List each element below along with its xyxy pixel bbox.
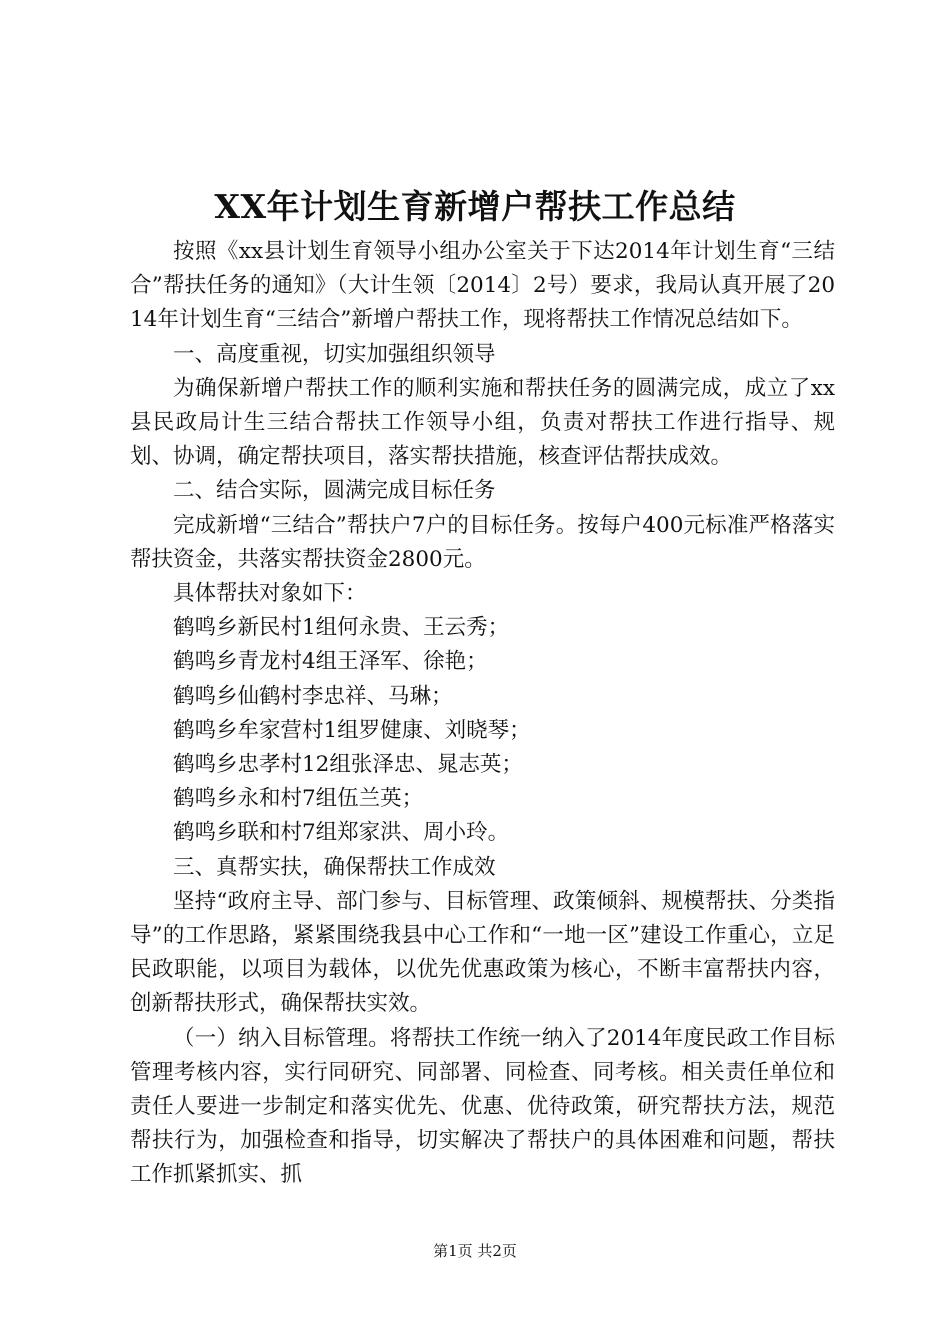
beneficiary-item: 鹤鸣乡忠孝村12组张泽忠、晁志英； bbox=[173, 752, 523, 778]
page-number-footer: 第1页 共2页 bbox=[433, 1242, 517, 1260]
beneficiary-item: 鹤鸣乡青龙村4组王泽军、徐艳； bbox=[173, 649, 488, 675]
beneficiary-item: 鹤鸣乡仙鹤村李忠祥、马琳； bbox=[173, 683, 453, 709]
beneficiary-item: 鹤鸣乡联和村7组郑家洪、周小玲。 bbox=[173, 820, 510, 846]
subsection-1-paragraph: （一）纳入目标管理。将帮扶工作统一纳入了2014年度民政工作目标管理考核内容，实行同研究、同部署、同检查、同考核。相关责任单位和责任人要进一步制定和落实优先、优惠、优待政策，研究帮扶方法，规范帮扶行为，加强检查和指导，切实解决了帮扶户的具体困难和问题，帮扶工作抓紧抓实、抓 bbox=[130, 1025, 835, 1188]
section-1-paragraph: 为确保新增户帮扶工作的顺利实施和帮扶任务的圆满完成，成立了xx县民政局计生三结合帮扶工作领导小组，负责对帮扶工作进行指导、规划、协调，确定帮扶项目，落实帮扶措施，核查评估帮扶成效。 bbox=[130, 375, 835, 470]
beneficiary-item: 鹤鸣乡永和村7组伍兰英； bbox=[173, 786, 424, 812]
intro-paragraph: 按照《xx县计划生育领导小组办公室关于下达2014年计划生育“三结合”帮扶任务的通知》（大计生领〔2014〕2号）要求，我局认真开展了2014年计划生育“三结合”新增户帮扶工作，现将帮扶工作情况总结如下。 bbox=[130, 239, 835, 333]
beneficiary-item: 鹤鸣乡新民村1组何永贵、王云秀； bbox=[173, 615, 510, 641]
beneficiary-item: 鹤鸣乡牟家营村1组罗健康、刘晓琴； bbox=[173, 717, 531, 743]
document-body bbox=[130, 235, 835, 1193]
section-heading-3: 三、真帮实扶，确保帮扶工作成效 bbox=[173, 854, 496, 880]
document-title: XX年计划生育新增户帮扶工作总结 bbox=[214, 187, 736, 226]
section-heading-2: 二、结合实际，圆满完成目标任务 bbox=[173, 478, 496, 504]
section-3-paragraph: 坚持“政府主导、部门参与、目标管理、政策倾斜、规模帮扶、分类指导”的工作思路，紧紧围绕我县中心工作和“一地一区”建设工作重心，立足民政职能，以项目为载体，以优先优惠政策为核心，不断丰富帮扶内容，创新帮扶形式，确保帮扶实效。 bbox=[130, 888, 835, 1017]
section-heading-1: 一、高度重视，切实加强组织领导 bbox=[173, 341, 496, 367]
section-2-paragraph: 完成新增“三结合”帮扶户7户的目标任务。按每户400元标准严格落实帮扶资金，共落实帮扶资金2800元。 bbox=[130, 512, 835, 572]
beneficiary-list-intro: 具体帮扶对象如下： bbox=[173, 581, 367, 607]
